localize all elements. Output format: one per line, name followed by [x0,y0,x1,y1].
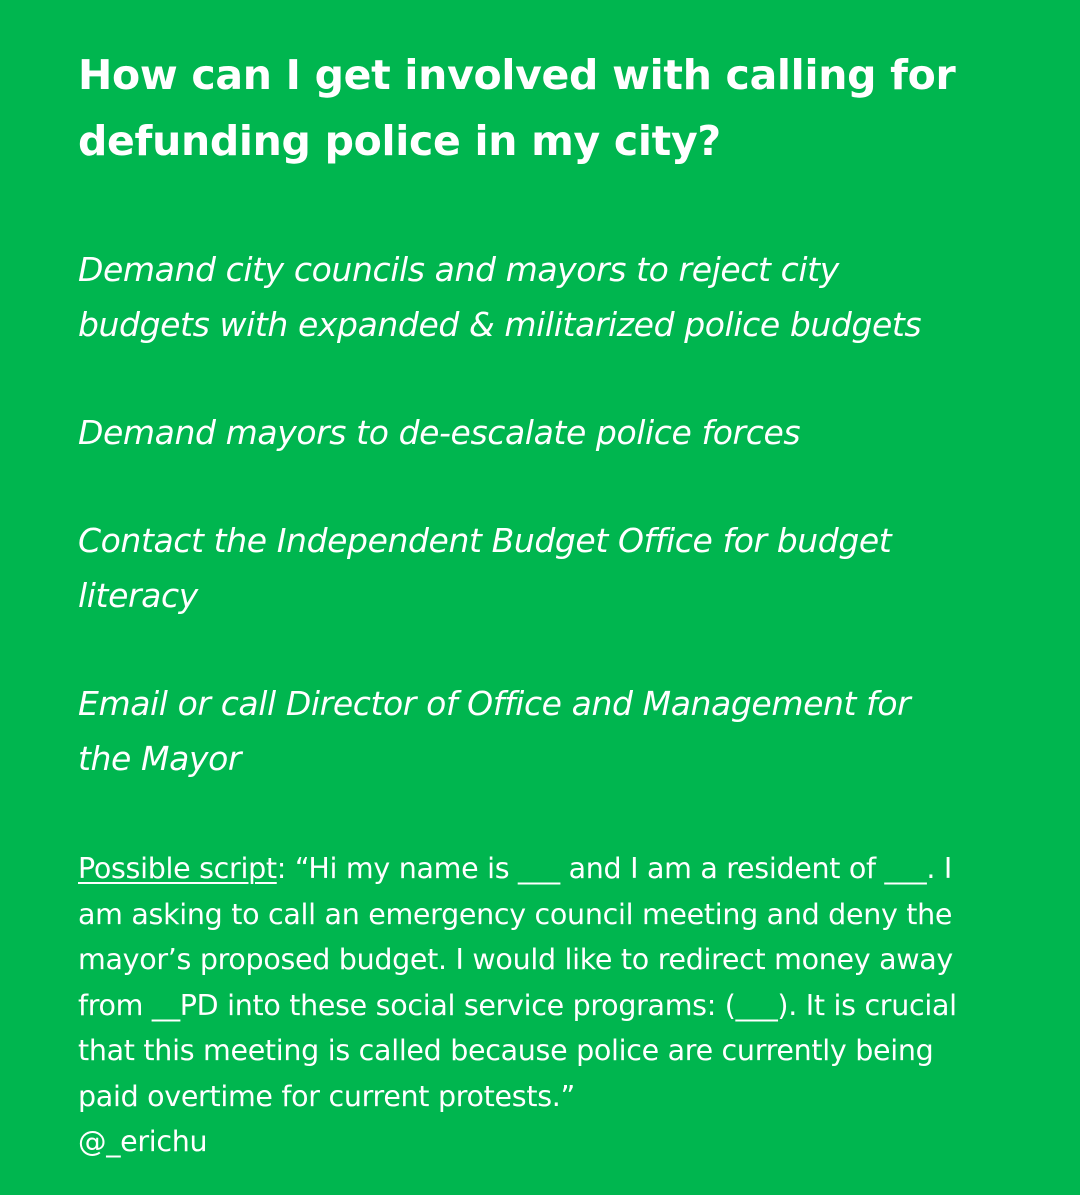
script-separator: : [276,852,295,885]
action-list [78,242,1040,786]
author-credit: @_erichu [78,1125,208,1158]
action-item-de-escalate: Demand mayors to de-escalate police forces [78,413,801,452]
script-text: “Hi my name is ___ and I am a resident of ___. I am asking to call an emergency council meeting and deny the mayor’s proposed budget. I would like to redirect money away from __PD into these social service programs: (___). It is crucial that this meeting is called because police are currently being paid overtime for current protests.” [78,852,957,1113]
action-item-email-director: Email or call Director of Office and Management for the Mayor [78,684,911,778]
script-label: Possible script [78,852,277,885]
possible-script [78,846,978,1165]
action-item-reject-budgets: Demand city councils and mayors to reject city budgets with expanded & militarized police budgets [78,250,922,344]
page-title: How can I get involved with calling for defunding police in my city? [78,51,956,165]
action-item-budget-office: Contact the Independent Budget Office for budget literacy [78,521,892,615]
